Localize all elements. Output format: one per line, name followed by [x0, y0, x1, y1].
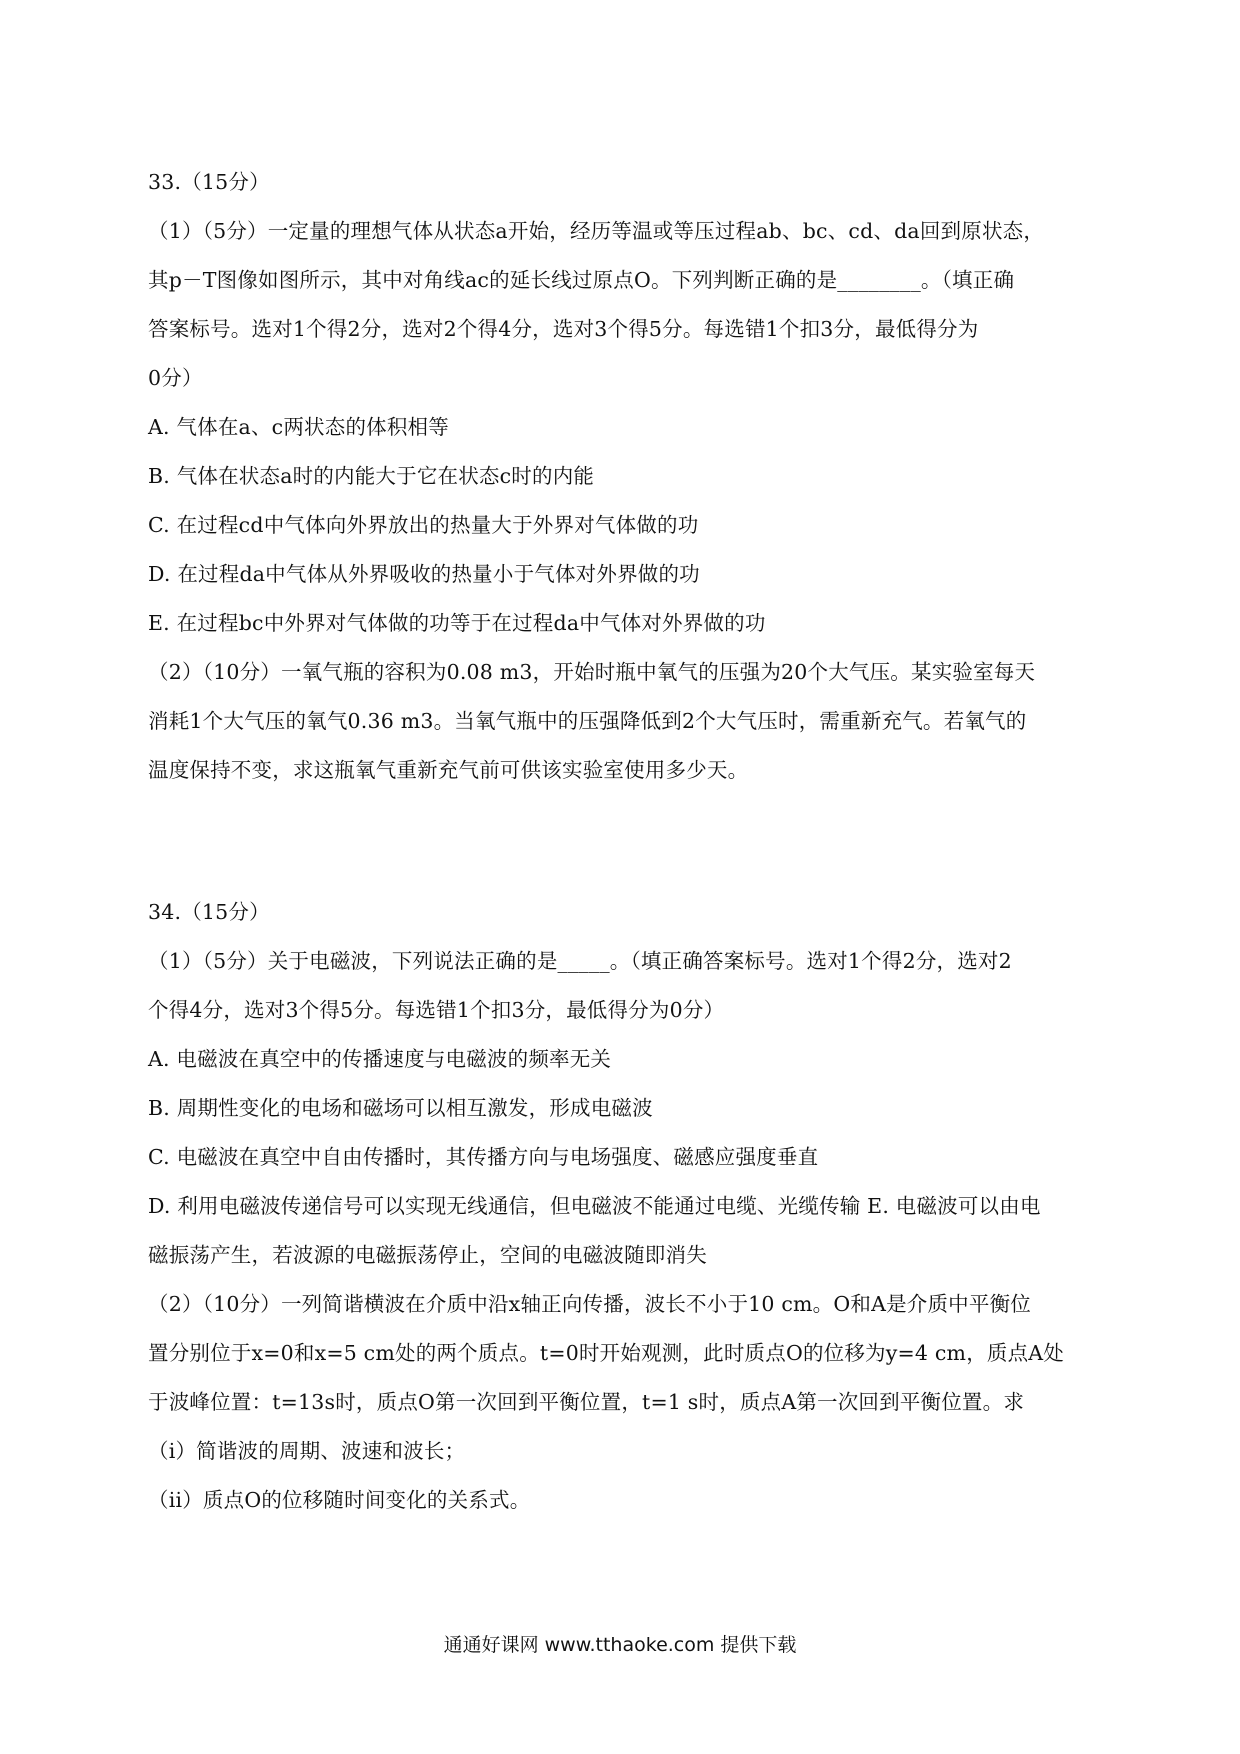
- question-34-line: 个得4分，选对3个得5分。每选错1个扣3分，最低得分为0分）: [148, 998, 725, 1022]
- question-33-line: （1）（5分）一定量的理想气体从状态a开始，经历等温或等压过程ab、bc、cd、da回到原状态，: [148, 219, 1045, 243]
- question-33-part2-line: 温度保持不变，求这瓶氧气重新充气前可供该实验室使用多少天。: [148, 758, 749, 782]
- question-34-part2-line: 置分别位于x=0和x=5 cm处的两个质点。t=0时开始观测，此时质点O的位移为y=4 cm，质点A处: [148, 1341, 1065, 1365]
- question-33-option-e: E. 在过程bc中外界对气体做的功等于在过程da中气体对外界做的功: [148, 611, 766, 635]
- question-34-line: （1）（5分）关于电磁波，下列说法正确的是_____。（填正确答案标号。选对1个得2分，选对2: [148, 949, 1012, 973]
- question-33-part2-line: （2）（10分）一氧气瓶的容积为0.08 m3，开始时瓶中氧气的压强为20个大气压。某实验室每天: [148, 660, 1036, 684]
- question-33-line: 答案标号。选对1个得2分，选对2个得4分，选对3个得5分。每选错1个扣3分，最低得分为: [148, 317, 979, 341]
- question-33-option-d: D. 在过程da中气体从外界吸收的热量小于气体对外界做的功: [148, 562, 700, 586]
- question-34-part2-line: 于波峰位置：t=13s时，质点O第一次回到平衡位置，t=1 s时，质点A第一次回到平衡位置。求: [148, 1390, 1025, 1414]
- question-34-option-a: A. 电磁波在真空中的传播速度与电磁波的频率无关: [148, 1047, 612, 1071]
- question-34-subquestion-ii: （ii）质点O的位移随时间变化的关系式。: [148, 1488, 531, 1512]
- question-33-option-c: C. 在过程cd中气体向外界放出的热量大于外界对气体做的功: [148, 513, 699, 537]
- question-34-option-b: B. 周期性变化的电场和磁场可以相互激发，形成电磁波: [148, 1096, 653, 1120]
- question-34-option-c: C. 电磁波在真空中自由传播时，其传播方向与电场强度、磁感应强度垂直: [148, 1145, 819, 1169]
- question-34-option-e: 磁振荡产生，若波源的电磁振荡停止，空间的电磁波随即消失: [148, 1243, 707, 1267]
- page-footer: 通通好课网 www.tthaoke.com 提供下载: [443, 1634, 797, 1656]
- question-33-line: 0分）: [148, 366, 203, 390]
- question-33-option-b: B. 气体在状态a时的内能大于它在状态c时的内能: [148, 464, 595, 488]
- question-33-option-a: A. 气体在a、c两状态的体积相等: [148, 415, 449, 439]
- question-34-option-d: D. 利用电磁波传递信号可以实现无线通信，但电磁波不能通过电缆、光缆传输 E. 电磁波可以由电: [148, 1194, 1041, 1218]
- question-34: [148, 888, 1098, 1525]
- question-33-header: 33.（15分）: [148, 170, 270, 194]
- question-33: [148, 158, 1098, 795]
- question-33-part2-line: 消耗1个大气压的氧气0.36 m3。当氧气瓶中的压强降低到2个大气压时，需重新充气。若氧气的: [148, 709, 1027, 733]
- question-34-header: 34.（15分）: [148, 900, 270, 924]
- question-34-part2-line: （2）（10分）一列简谐横波在介质中沿x轴正向传播，波长不小于10 cm。O和A是介质中平衡位: [148, 1292, 1031, 1316]
- question-34-subquestion-i: （i）简谐波的周期、波速和波长；: [148, 1439, 466, 1463]
- question-33-line: 其p－T图像如图所示，其中对角线ac的延长线过原点O。下列判断正确的是________。（填正确: [148, 268, 1015, 292]
